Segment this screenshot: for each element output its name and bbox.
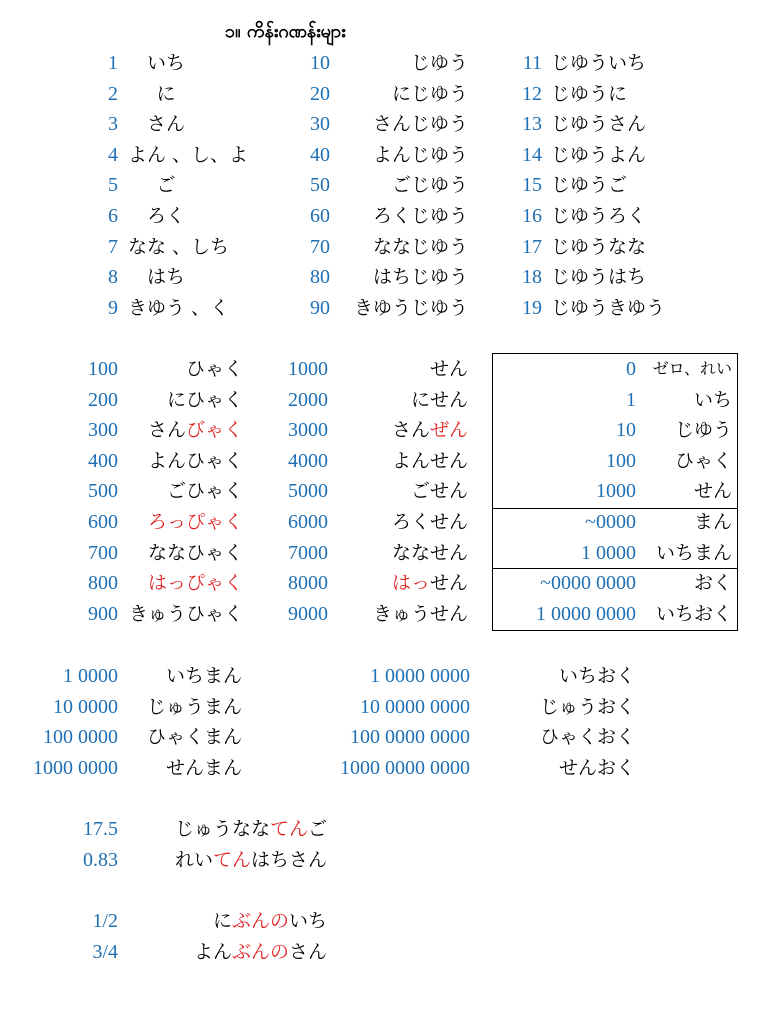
reading-text: じゆう xyxy=(674,419,732,442)
number-value: 10 0000 xyxy=(53,695,118,718)
reading-text: いちまん xyxy=(165,665,242,687)
reading-text: じゅうまん xyxy=(146,695,242,718)
number-value: 8 xyxy=(108,266,118,289)
number-value: 4 xyxy=(108,143,118,166)
reading-part: きゅうひゃく xyxy=(128,602,243,625)
reading-part: じゅうなな xyxy=(174,818,270,840)
number-value: 10 xyxy=(616,419,636,442)
number-value: 600 xyxy=(88,511,118,533)
reading-text xyxy=(140,848,327,872)
reading-text: よん 、し、よ xyxy=(128,143,249,166)
reading-part: よん xyxy=(193,940,232,963)
number-value: 18 xyxy=(522,266,542,289)
reading-part: はちさん xyxy=(250,848,327,871)
number-value: 1000 xyxy=(596,480,636,503)
number-value: 40 xyxy=(310,143,330,166)
reading-text: じゆうなな xyxy=(551,235,647,258)
reading-text xyxy=(125,510,243,534)
reading-part: にせん xyxy=(410,388,468,411)
reading-text: さん xyxy=(146,113,185,136)
number-value: 50 xyxy=(310,174,330,197)
reading-text xyxy=(340,418,468,442)
number-value: 6000 xyxy=(288,511,328,533)
number-value: 5 xyxy=(108,174,118,197)
number-value: 100 0000 0000 xyxy=(350,726,470,749)
reading-part: れい xyxy=(174,848,213,871)
reading-text: いち xyxy=(146,52,185,74)
reading-text xyxy=(140,817,327,841)
number-value: 70 xyxy=(310,235,330,258)
reading-text xyxy=(125,418,243,442)
reading-part: よんひゃく xyxy=(147,449,243,472)
number-value: 17 xyxy=(522,235,542,258)
reading-highlight: びゃく xyxy=(185,419,243,442)
reading-text xyxy=(125,571,243,595)
number-value: 9 xyxy=(108,296,118,319)
reading-part: せん xyxy=(429,572,468,595)
reading-text: さんじゆう xyxy=(372,113,468,136)
number-value: 15 xyxy=(522,174,542,197)
reading-text xyxy=(340,479,468,503)
number-value: 1 0000 0000 xyxy=(536,602,636,625)
reading-text: じゆうさん xyxy=(551,113,647,136)
number-value: 3/4 xyxy=(92,940,118,963)
reading-part: さん xyxy=(288,940,327,963)
page-title: ၁။ ကိန်းဂဏန်းများ xyxy=(225,21,346,42)
reading-text: ひゃく xyxy=(674,449,732,472)
units-box-divider xyxy=(492,508,737,509)
number-value: 13 xyxy=(522,113,542,136)
reading-text xyxy=(125,541,243,565)
number-value: ~0000 xyxy=(585,511,636,533)
number-value: 700 xyxy=(88,541,118,564)
number-value: 100 0000 xyxy=(43,726,118,749)
reading-highlight: ぶんの xyxy=(231,910,289,932)
number-value: 100 xyxy=(88,358,118,380)
number-value: 12 xyxy=(522,82,542,105)
number-value: 900 xyxy=(88,602,118,625)
number-value: 5000 xyxy=(288,480,328,503)
reading-text: じゆうご xyxy=(551,174,628,197)
number-value: 1 0000 xyxy=(581,541,636,564)
reading-part: せん xyxy=(429,358,468,380)
reading-text: ゼロ、れい xyxy=(652,359,732,378)
number-value: 100 xyxy=(606,449,636,472)
reading-text: なな 、しち xyxy=(128,235,230,258)
number-value: 60 xyxy=(310,205,330,227)
reading-text: じゆうはち xyxy=(551,266,647,289)
number-value: 9000 xyxy=(288,602,328,625)
reading-highlight: てん xyxy=(212,848,251,871)
reading-highlight: ろっぴゃく xyxy=(147,511,243,533)
reading-highlight: ぶんの xyxy=(231,940,289,963)
number-value: 500 xyxy=(88,480,118,503)
reading-text: ろくじゆう xyxy=(372,205,468,227)
reading-text: じゆうきゆう xyxy=(551,296,666,319)
reading-part: ひゃく xyxy=(185,358,243,380)
number-value: 300 xyxy=(88,419,118,442)
reading-text: ひゃくまん xyxy=(146,726,242,749)
number-value: 11 xyxy=(522,52,542,74)
reading-text: じゆう xyxy=(410,52,468,74)
number-value: 3 xyxy=(108,113,118,136)
reading-text xyxy=(125,449,243,473)
reading-text xyxy=(140,940,327,964)
number-value: 6 xyxy=(108,205,118,227)
reading-highlight: ぜん xyxy=(429,419,468,442)
number-value: 90 xyxy=(310,296,330,319)
number-value: 7 xyxy=(108,235,118,258)
reading-text xyxy=(340,357,468,381)
reading-part: ろくせん xyxy=(391,511,468,533)
number-value: 10 0000 0000 xyxy=(360,695,470,718)
reading-text xyxy=(340,510,468,534)
reading-part: ななせん xyxy=(391,541,468,564)
reading-text xyxy=(340,541,468,565)
reading-part: にひゃく xyxy=(166,388,243,411)
reading-highlight: はっ xyxy=(391,572,430,595)
number-value: 0.83 xyxy=(83,848,118,871)
number-value: 16 xyxy=(522,205,542,227)
reading-text: いちまん xyxy=(655,541,732,564)
reading-text: きゆう 、く xyxy=(128,296,230,319)
reading-text: ご xyxy=(156,174,176,197)
number-value: 1 xyxy=(626,388,636,411)
number-value: 14 xyxy=(522,143,542,166)
reading-text: きゆうじゆう xyxy=(353,296,468,319)
reading-text: に xyxy=(156,82,176,105)
reading-text: じゆうに xyxy=(551,82,628,105)
number-value: 1000 xyxy=(288,358,328,380)
reading-text xyxy=(340,602,468,626)
reading-text xyxy=(340,571,468,595)
reading-text: まん xyxy=(693,511,732,533)
number-value: 1 0000 xyxy=(63,665,118,687)
reading-part: ご xyxy=(307,818,327,840)
reading-text: よんじゆう xyxy=(372,143,468,166)
reading-text: せんまん xyxy=(165,756,242,779)
reading-text: はち xyxy=(146,266,185,289)
reading-highlight: てん xyxy=(269,818,308,840)
number-value: 1/2 xyxy=(92,910,118,932)
number-value: ~0000 0000 xyxy=(540,572,636,595)
reading-text: いち xyxy=(693,388,732,411)
reading-text xyxy=(340,388,468,412)
reading-text: はちじゆう xyxy=(372,266,468,289)
reading-highlight: はっぴゃく xyxy=(147,572,243,595)
reading-part: に xyxy=(212,910,232,932)
number-value: 80 xyxy=(310,266,330,289)
number-value: 30 xyxy=(310,113,330,136)
number-value: 10 xyxy=(310,52,330,74)
reading-part: さん xyxy=(147,419,186,442)
number-value: 1 xyxy=(108,52,118,74)
number-value: 0 xyxy=(626,358,636,380)
number-value: 4000 xyxy=(288,449,328,472)
number-value: 200 xyxy=(88,388,118,411)
reading-text xyxy=(340,449,468,473)
reading-text: にじゆう xyxy=(391,82,468,105)
number-value: 20 xyxy=(310,82,330,105)
reading-part: よんせん xyxy=(391,449,468,472)
number-value: 17.5 xyxy=(83,818,118,840)
reading-text xyxy=(125,479,243,503)
reading-text: じゆうよん xyxy=(551,143,647,166)
reading-text: いちおく xyxy=(655,602,732,625)
reading-part: ごひゃく xyxy=(166,480,243,503)
reading-part: いち xyxy=(288,910,327,932)
reading-text: ろく xyxy=(146,205,185,227)
reading-text xyxy=(125,388,243,412)
number-value: 800 xyxy=(88,572,118,595)
reading-text: じゆういち xyxy=(551,52,647,74)
units-box-divider xyxy=(492,568,737,569)
reading-text: じゆうろく xyxy=(551,205,647,227)
reading-part: さん xyxy=(391,419,430,442)
number-value: 1 0000 0000 xyxy=(370,665,470,687)
reading-text: ごじゆう xyxy=(391,174,468,197)
number-value: 400 xyxy=(88,449,118,472)
reading-text: せん xyxy=(693,480,732,503)
reading-part: ななひゃく xyxy=(147,541,243,564)
reading-text: せんおく xyxy=(558,756,635,779)
reading-text xyxy=(125,357,243,381)
number-value: 7000 xyxy=(288,541,328,564)
number-value: 2 xyxy=(108,82,118,105)
number-value: 2000 xyxy=(288,388,328,411)
reading-text xyxy=(140,909,327,933)
reading-text xyxy=(125,602,243,626)
reading-text: ななじゆう xyxy=(372,235,468,258)
number-value: 3000 xyxy=(288,419,328,442)
reading-part: きゅうせん xyxy=(372,602,468,625)
reading-text: おく xyxy=(693,572,732,595)
reading-text: いちおく xyxy=(558,665,635,687)
reading-text: ひゃくおく xyxy=(539,726,635,749)
number-value: 1000 0000 0000 xyxy=(340,756,470,779)
number-value: 19 xyxy=(522,296,542,319)
reading-text: じゅうおく xyxy=(539,695,635,718)
number-value: 8000 xyxy=(288,572,328,595)
reading-part: ごせん xyxy=(410,480,468,503)
number-value: 1000 0000 xyxy=(33,756,118,779)
